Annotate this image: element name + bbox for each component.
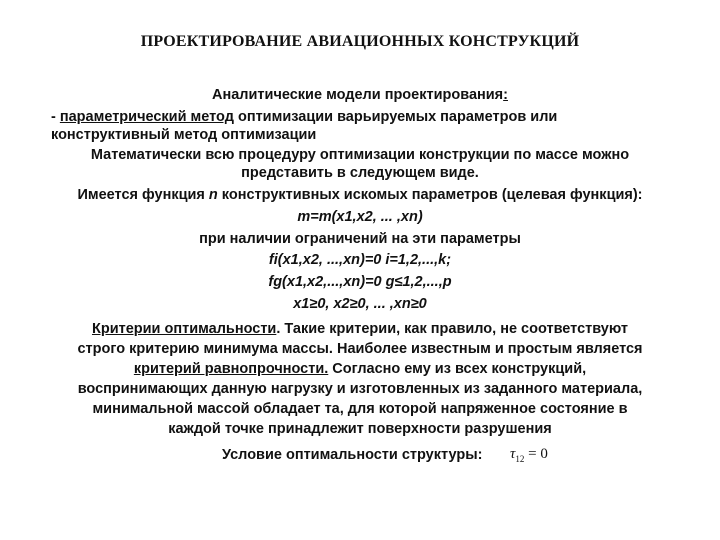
constraint-eq-3: x1≥0, x2≥0, ... ,xn≥0 <box>293 296 427 312</box>
criteria-line-2: строго критерию минимума массы. Наиболее известным и простым является <box>77 341 643 357</box>
models-line-2: конструктивный метод оптимизации <box>51 127 317 143</box>
criteria-line-4: воспринимающих данную нагрузку и изготовленных из заданного материала, <box>77 381 643 397</box>
criteria-term: Критерии оптимальности <box>91 321 277 337</box>
criteria-line-3-rest: Согласно ему из всех конструкций, <box>328 361 587 377</box>
formula-rhs: = 0 <box>524 446 548 462</box>
condition-label: Условие оптимальности структуры: <box>222 447 483 463</box>
models-heading <box>40 86 680 104</box>
math-line-2: представить в следующем виде. <box>241 165 479 181</box>
constraint-eq-1: fi(x1,x2, ...,xn)=0 i=1,2,...,k; <box>268 252 452 268</box>
formula-subscript: 12 <box>515 454 525 464</box>
criteria-term-2: критерий равнопрочности. <box>133 361 329 377</box>
function-line <box>40 186 680 204</box>
function-post: конструктивных искомых параметров (целевая функция): <box>217 187 643 203</box>
models-line-1 <box>51 108 691 126</box>
criteria-line-5: минимальной массой обладает та, для которой напряженное состояние в <box>92 401 628 417</box>
criteria-line-1 <box>40 320 680 338</box>
math-line-1: Математически всю процедуру оптимизации конструкции по массе можно <box>90 147 630 163</box>
constraint-eq-2: fg(x1,x2,...,xn)=0 g≤1,2,...,p <box>268 274 452 290</box>
criteria-line-3 <box>40 360 680 378</box>
models-heading-colon: : <box>503 87 508 103</box>
param-method-term: параметрический метод <box>59 109 234 125</box>
models-dash: - <box>51 109 60 125</box>
models-line-1-rest: оптимизации варьируемых параметров или <box>233 109 558 125</box>
optimality-formula <box>510 446 548 464</box>
function-n: n <box>208 187 218 203</box>
function-pre: Имеется функция <box>77 187 209 203</box>
constraints-intro: при наличии ограничений на эти параметры <box>199 231 521 247</box>
models-heading-text: Аналитические модели проектирования <box>212 87 504 103</box>
formula-tau: τ <box>510 446 516 462</box>
slide-title: ПРОЕКТИРОВАНИЕ АВИАЦИОННЫХ КОНСТРУКЦИЙ <box>140 33 580 50</box>
target-function: m=m(x1,x2, ... ,xn) <box>297 209 423 225</box>
criteria-line-1-rest: . Такие критерии, как правило, не соответствуют <box>276 321 628 337</box>
criteria-line-6: каждой точке принадлежит поверхности разрушения <box>168 421 552 437</box>
